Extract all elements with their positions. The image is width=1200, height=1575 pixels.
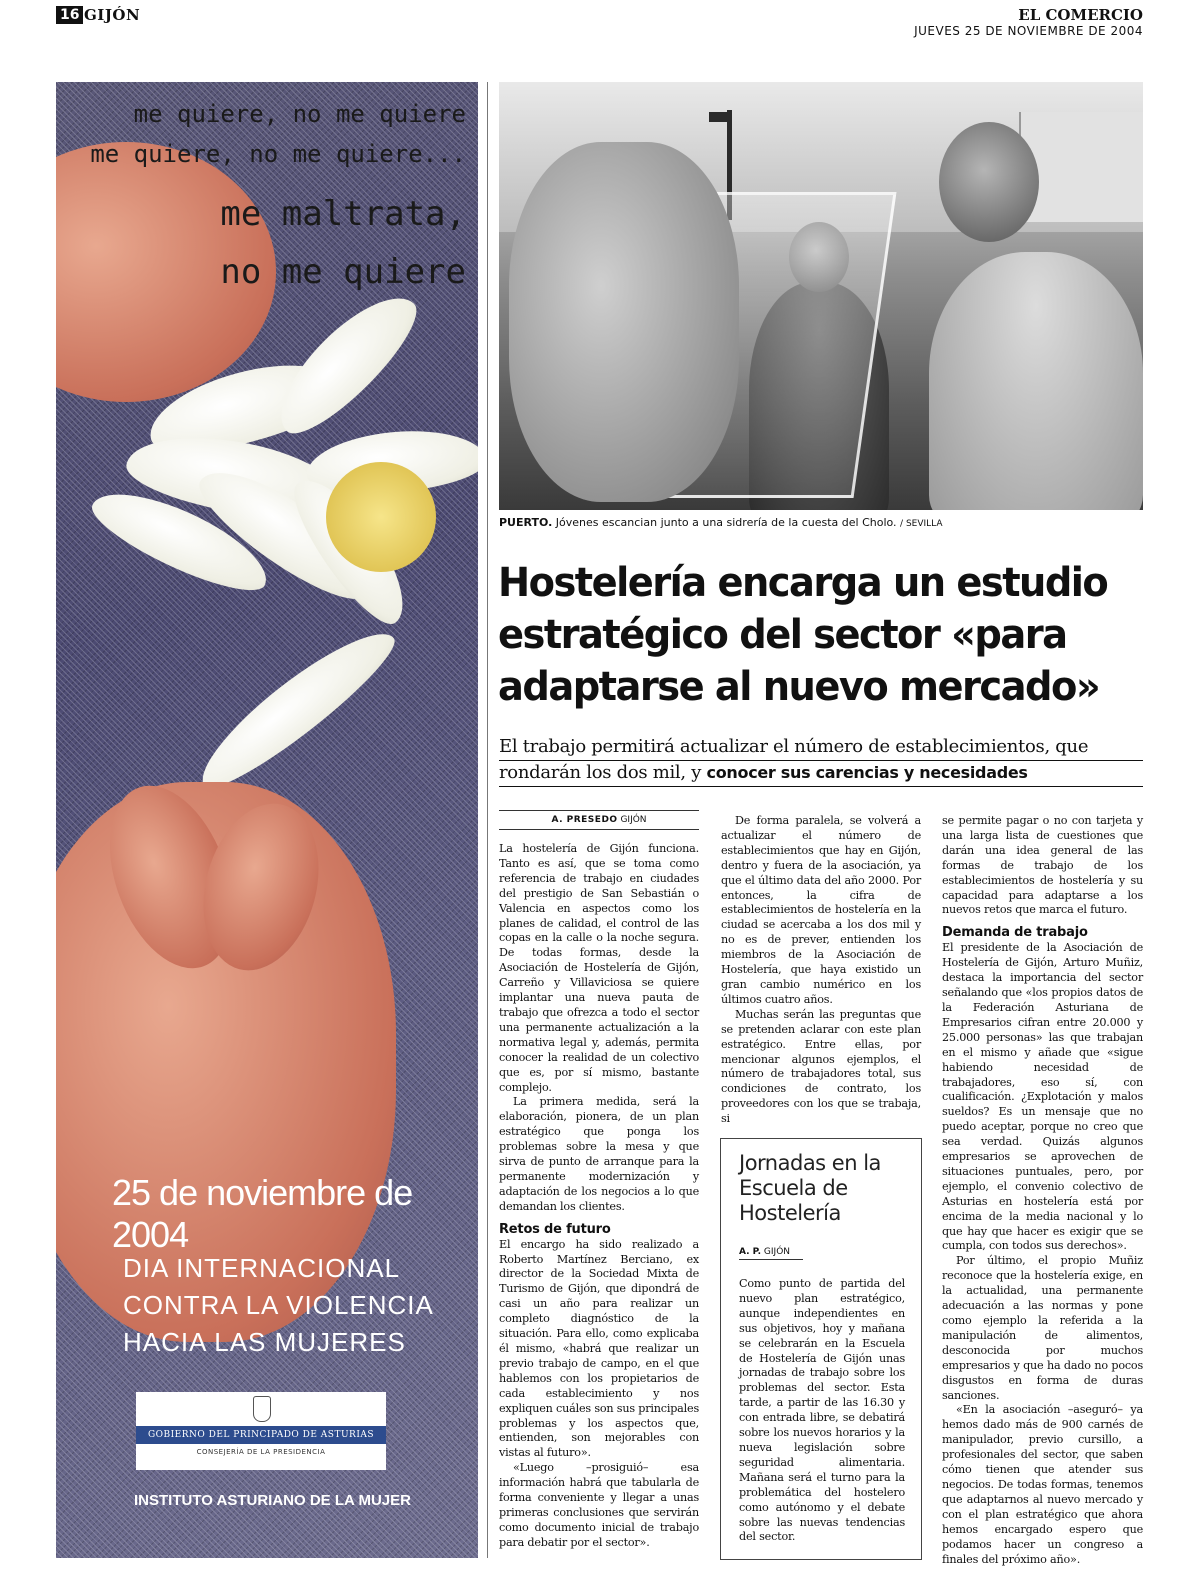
sidebar-text: Como punto de partida del nuevo plan estratégico, aunque independientes en sus objetivos, hoy y mañana se celebrarán en la Escuela de Hostelería de Gijón unas jornadas de trabajo sobre los problemas del sector. Esta tarde, a partir de las 16.30 y con entrada libre, se debatirá sobre los nuevos horarios y la nueva legislación sobre seguridad alimentaria. Mañana será el turno para la problemática del hostelero como autónomo y el debate sobre las nuevas tendencias del sector. xyxy=(739,1277,905,1544)
page-number: 16 xyxy=(56,6,83,24)
crest-icon xyxy=(253,1396,271,1422)
government-logo xyxy=(136,1392,386,1470)
ad-day-title-line2: CONTRA LA VIOLENCIA xyxy=(123,1290,434,1320)
paragraph: «Luego –prosiguió– esa información habrá que tabularla de forma conveniente y llegar a unas primeras conclusiones que servirán como documento inicial de trabajo para debatir por el sector». xyxy=(499,1461,699,1549)
paragraph: De forma paralela, se volverá a actualizar el número de establecimientos que hay en Gijón, dentro y fuera de la asociación, ya que el último data del año 2000. Por entonces, la cifra de establecimientos de hostelería en la ciudad se acercaba a los dos mil y no es de prever, entienden los miembros de la Asociación de Hostelería, que haya existido un gran cambio numérico en los últimos cuatro años. xyxy=(721,814,921,1006)
photo-credit: / SEVILLA xyxy=(900,519,943,529)
deck-highlight: conocer sus carencias y necesidades xyxy=(706,763,1028,782)
ad-slogan-line4: no me quiere xyxy=(220,252,466,292)
article-column-2 xyxy=(721,814,921,1127)
paragraph: El presidente de la Asociación de Hostelería de Gijón, Arturo Muñiz, destaca la importancia del sector señalando que «los propios datos de la Federación Asturiana de Empresarios cifran entre 20.000 y 25.000 personas» las que trabajan en el mismo y añade que «sigue habiendo necesidad de trabajadores, eso sí, con cualificación. ¿Explotación y malos sueldos? Es un mensaje que no puedo aceptar, porque no creo que sea verdad. Quizás algunos empresarios se aprovechen de situaciones puntuales, pero, por ejemplo, el convenio colectivo de Asturias en hostelería está por encima de la media nacional y lo que hay que hacer es exigir que se cumpla, con todos sus derechos». xyxy=(942,941,1143,1253)
government-name: GOBIERNO DEL PRINCIPADO DE ASTURIAS xyxy=(136,1426,386,1444)
deck-text: El trabajo permitirá actualizar el número de establecimientos, que rondarán los dos mil, y xyxy=(499,736,1089,783)
sidebar-box xyxy=(720,1138,922,1560)
photo-caption xyxy=(499,516,943,529)
institute-name: INSTITUTO ASTURIANO DE LA MUJER xyxy=(134,1492,411,1509)
ad-slogan-line3: me maltrata, xyxy=(220,194,466,234)
paragraph: Por último, el propio Muñiz reconoce que la hostelería exige, en la actualidad, una permanente adecuación a las normas y pone como ejemplo la referida a la manipulación de alimentos, desconocida por muchos empresarios y que ha dado no pocos disgustos en forma de duras sanciones. xyxy=(942,1254,1143,1402)
advertisement xyxy=(56,82,478,1558)
issue-date: JUEVES 25 DE NOVIEMBRE DE 2004 xyxy=(914,24,1143,38)
ad-day-title xyxy=(123,1250,434,1361)
article-column-1 xyxy=(499,842,699,1551)
article-headline: Hostelería encarga un estudio estratégico del sector «para adaptarse al nuevo mercado» xyxy=(498,560,1108,710)
column-divider xyxy=(487,82,488,1558)
ad-slogan-line2: me quiere, no me quiere... xyxy=(90,140,466,168)
ad-day-title-line1: DIA INTERNACIONAL xyxy=(123,1253,401,1283)
sidebar-byline-author: A. P. xyxy=(739,1247,762,1257)
sidebar-byline xyxy=(739,1245,803,1260)
paragraph: La hostelería de Gijón funciona. Tanto es así, que se toma como referencia de trabajo en ciudades del prestigio de San Sebastián o Valencia en aspectos como los planes de calidad, el control de las copas en la calle o la noche segura. De todas formas, desde la Asociación de Hostelería de Gijón, Carreño y Villaviciosa se quiere implantar una nueva pauta de trabajo que ofrezca a todo el sector una permanente actualización a la normativa legal y, además, permita conocer la realidad de un colectivo que es, por sí mismo, bastante complejo. xyxy=(499,842,699,1094)
byline-author: A. PRESEDO xyxy=(551,815,618,825)
ad-slogan-line1: me quiere, no me quiere xyxy=(133,100,466,128)
deck-rule-top xyxy=(499,760,1143,761)
caption-label: PUERTO. xyxy=(499,516,553,529)
subheading-demanda: Demanda de trabajo xyxy=(942,925,1088,941)
paragraph: «En la asociación –aseguró– ya hemos dado más de 900 carnés de manipulador, previo cursillo, a profesionales del sector, que saben cómo tienen que atender sus negocios. De todas formas, tenemos que adaptarnos al nuevo mercado y con el plan estratégico que ahora hemos encargado espero que podamos hacer un congreso a finales del próximo año». xyxy=(942,1403,1143,1566)
photo-lamp xyxy=(709,112,731,122)
paragraph: Muchas serán las preguntas que se pretenden aclarar con este plan estratégico. Entre ellas, por mencionar algunos ejemplos, el número de trabajadores total, sus condiciones de contrato, los proveedores con los que se trabaja, si xyxy=(721,1007,921,1126)
subheading-retos: Retos de futuro xyxy=(499,1221,611,1237)
photo-person-right xyxy=(929,252,1143,510)
caption-text: Jóvenes escancian junto a una sidrería de la cuesta del Cholo. xyxy=(552,516,901,529)
ad-date: 25 de noviembre de 2004 xyxy=(112,1172,413,1255)
sidebar-title: Jornadas en la Escuela de Hostelería xyxy=(739,1151,881,1225)
byline-place: GIJÓN xyxy=(617,815,647,825)
paragraph: La primera medida, será la elaboración, pionera, de un plan estratégico que ponga los problemas sobre la mesa y que sirva de punto de arranque para la permanente modernización y adaptación de los negocios a lo que demandan los clientes. xyxy=(499,1095,699,1213)
ad-day-title-line3: HACIA LAS MUJERES xyxy=(123,1327,406,1357)
sidebar-byline-place: GIJÓN xyxy=(761,1247,791,1257)
article-column-3 xyxy=(942,814,1143,1567)
article-byline xyxy=(499,810,699,830)
paragraph: se permite pagar o no con tarjeta y una larga lista de cuestiones que darán una idea general de las formas de trabajo de los establecimientos de hostelería y su capacidad para adaptarse a los nuevos retos que marca el futuro. xyxy=(942,814,1143,917)
deck-rule-bottom xyxy=(499,786,1143,787)
photo-head-right xyxy=(939,122,1039,242)
government-department: CONSEJERÍA DE LA PRESIDENCIA xyxy=(196,1448,326,1456)
newspaper-name: EL COMERCIO xyxy=(1018,6,1143,24)
photo-hand xyxy=(509,142,739,502)
article-photo xyxy=(499,82,1143,510)
paragraph: El encargo ha sido realizado a Roberto Martínez Berciano, ex director de la Sociedad Mixta de Turismo de Gijón, que dipondrá de casi un año para realizar un completo diagnóstico de la situación. Para ello, como explicaba él mismo, «habrá que realizar un previo trabajo de campo, en el que hablemos con los propietarios de cada establecimiento y nos expliquen cuáles son sus principales problemas y los aspectos que, entienden, son mejorables con vistas al futuro». xyxy=(499,1237,699,1460)
section-name: GIJÓN xyxy=(84,6,141,24)
